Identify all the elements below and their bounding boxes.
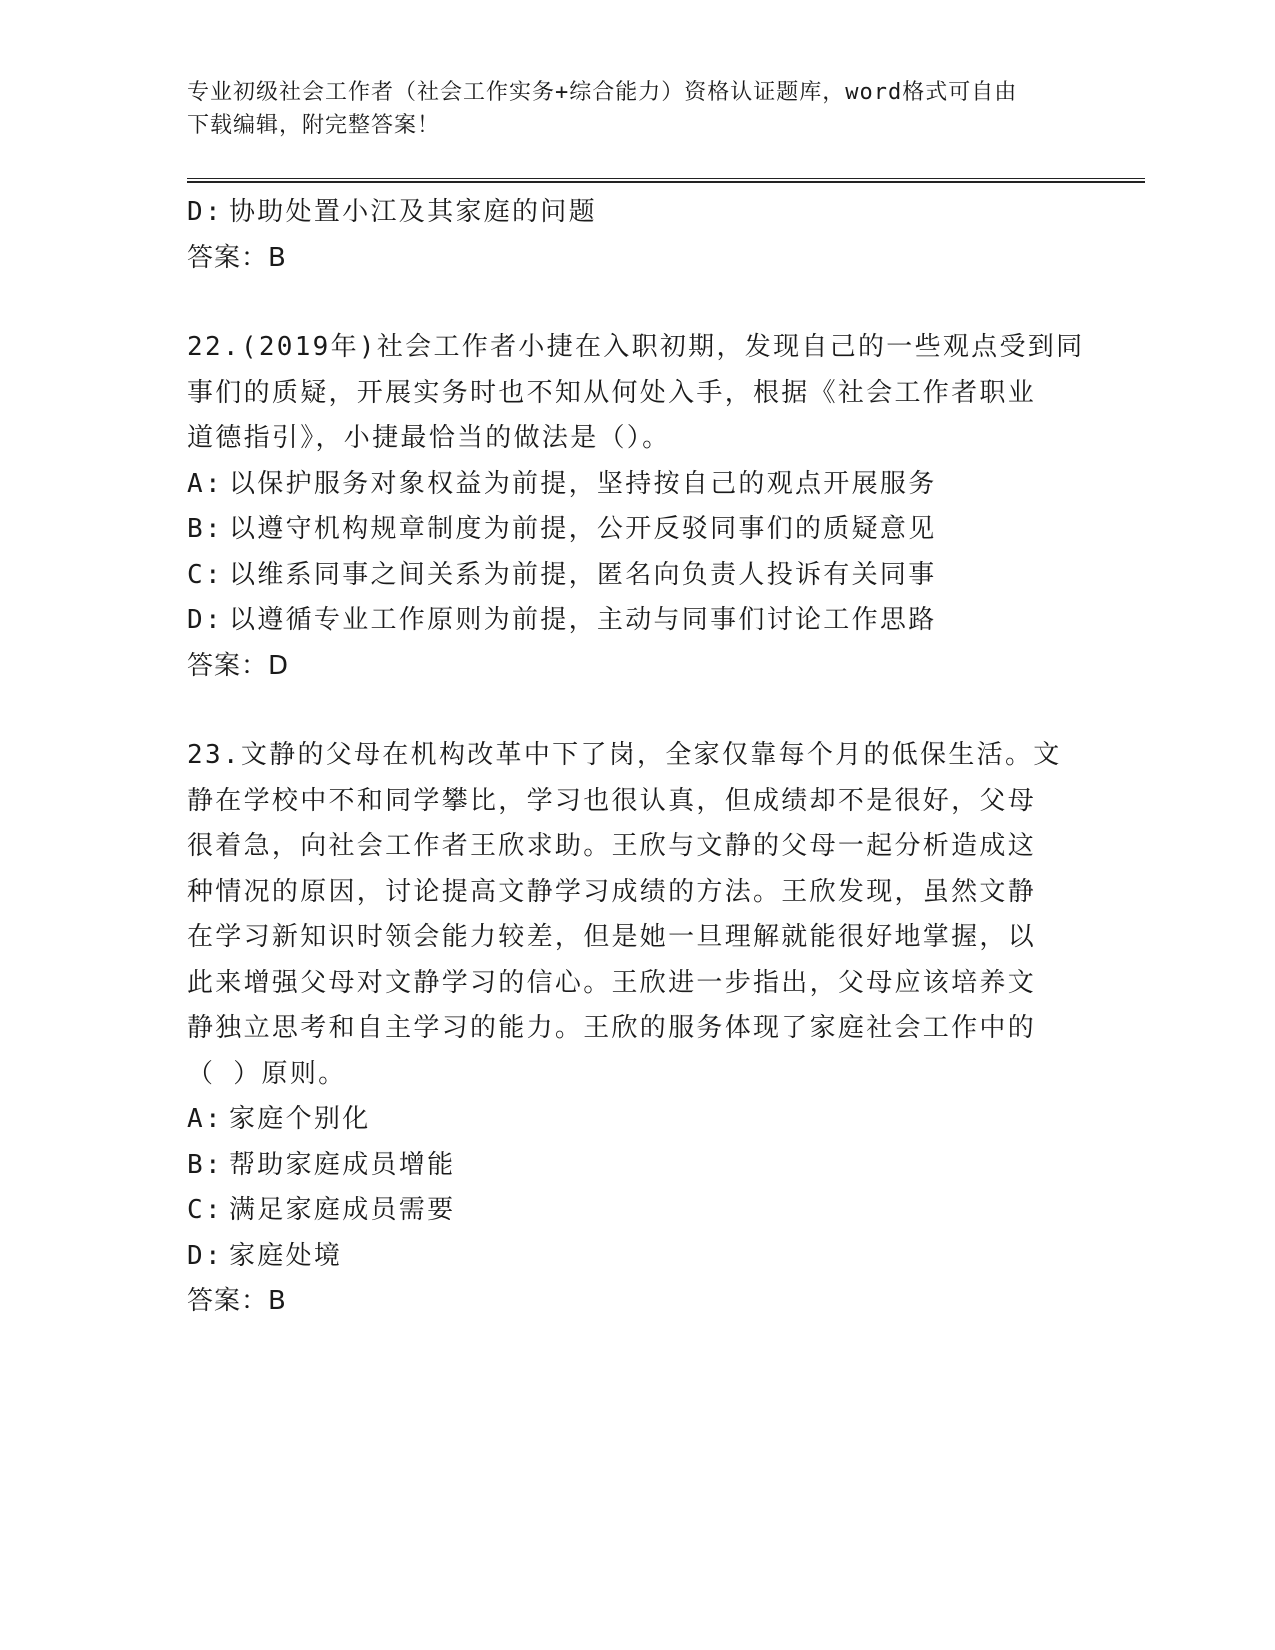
option-label: D: — [187, 605, 223, 635]
question-22-option-d — [187, 598, 1067, 644]
option-label: C: — [187, 559, 223, 590]
question-22-line-1: 22.(2019年)社会工作者小捷在入职初期，发现自己的一些观点受到同 — [187, 332, 1085, 362]
question-22-option-b — [187, 507, 1067, 553]
option-text: 家庭处境 — [229, 1240, 343, 1271]
question-22 — [187, 325, 1085, 689]
question-23-option-b — [187, 1143, 1067, 1189]
question-23-line-2: 静在学校中不和同学攀比，学习也很认真，但成绩却不是很好，父母 — [187, 785, 1037, 816]
option-label: B: — [187, 514, 223, 544]
option-text: 以保护服务对象权益为前提，坚持按自己的观点开展服务 — [229, 468, 937, 499]
option-label: D: — [187, 1240, 223, 1271]
spacer — [187, 689, 1067, 733]
option-text: 帮助家庭成员增能 — [229, 1149, 456, 1180]
option-text: 协助处置小江及其家庭的问题 — [229, 197, 597, 227]
prev-option-d — [187, 190, 1067, 236]
question-23-option-d — [187, 1234, 1067, 1280]
option-label: A: — [187, 1104, 223, 1134]
question-22-line-2: 事们的质疑，开展实务时也不知从何处入手，根据《社会工作者职业 — [187, 377, 1037, 408]
question-22-option-c — [187, 553, 1067, 599]
document-body — [187, 190, 1085, 1325]
option-text: 以遵守机构规章制度为前提，公开反驳同事们的质疑意见 — [229, 514, 937, 544]
option-text: 家庭个别化 — [229, 1104, 371, 1134]
question-23-option-c — [187, 1188, 1067, 1234]
question-23-line-6: 此来增强父母对文静学习的信心。王欣进一步指出，父母应该培养文 — [187, 967, 1037, 998]
question-23-answer: 答案：B — [187, 1286, 287, 1316]
header-line-2: 下载编辑，附完整答案！ — [187, 113, 441, 138]
option-text: 以遵循专业工作原则为前提，主动与同事们讨论工作思路 — [229, 605, 937, 635]
option-label: B: — [187, 1149, 223, 1180]
prev-answer: 答案：B — [187, 242, 287, 273]
question-23-line-5: 在学习新知识时领会能力较差，但是她一旦理解就能很好地掌握，以 — [187, 922, 1037, 952]
header-line-1: 专业初级社会工作者（社会工作实务+综合能力）资格认证题库，word格式可自由 — [187, 80, 1018, 105]
question-22-line-3: 道德指引》，小捷最恰当的做法是（）。 — [187, 423, 671, 453]
question-22-option-a — [187, 462, 1067, 508]
spacer — [187, 281, 1067, 325]
question-22-answer: 答案：D — [187, 650, 290, 681]
question-23-line-3: 很着急，向社会工作者王欣求助。王欣与文静的父母一起分析造成这 — [187, 831, 1037, 861]
option-text: 以维系同事之间关系为前提，匿名向负责人投诉有关同事 — [229, 559, 937, 590]
document-header — [187, 76, 1067, 142]
header-divider — [187, 178, 1145, 183]
option-label: C: — [187, 1195, 223, 1225]
question-23 — [187, 733, 1067, 1325]
question-23-line-4: 种情况的原因，讨论提高文静学习成绩的方法。王欣发现，虽然文静 — [187, 876, 1037, 907]
question-23-line-1: 23.文静的父母在机构改革中下了岗，全家仅靠每个月的低保生活。文 — [187, 740, 1062, 770]
option-label: A: — [187, 468, 223, 499]
question-23-line-8: （ ）原则。 — [187, 1058, 347, 1089]
question-23-line-7: 静独立思考和自主学习的能力。王欣的服务体现了家庭社会工作中的 — [187, 1013, 1037, 1043]
option-text: 满足家庭成员需要 — [229, 1195, 456, 1225]
option-label: D: — [187, 197, 223, 227]
question-23-option-a — [187, 1097, 1067, 1143]
